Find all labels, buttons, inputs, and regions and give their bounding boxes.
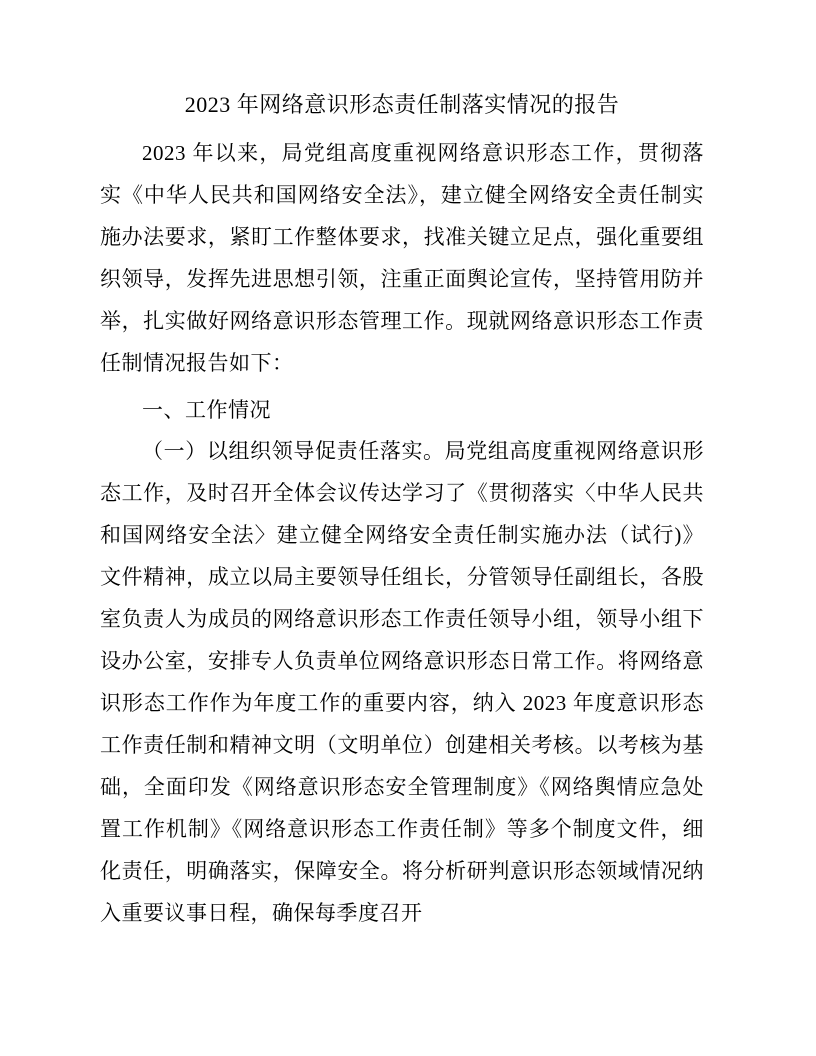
intro-paragraph: 2023 年以来，局党组高度重视网络意识形态工作，贯彻落实《中华人民共和国网络安全法》，建立健全网络安全责任制实施办法要求，紧盯工作整体要求，找准关键立足点，强化重要组织领导，发挥先进思想引领，注重正面舆论宣传，坚持管用防并举，扎实做好网络意识形态管理工作。现就网络意识形态工作责任制情况报告如下： [100,141,704,375]
section-heading-work-situation: 一、工作情况 [142,398,271,422]
document-title: 2023 年网络意识形态责任制落实情况的报告 [184,92,620,117]
section-1-paragraph: （一）以组织领导促责任落实。局党组高度重视网络意识形态工作，及时召开全体会议传达学习了《贯彻落实〈中华人民共和国网络安全法〉建立健全网络安全责任制实施办法（试行)》文件精神，成立以局主要领导任组长，分管领导任副组长，各股室负责人为成员的网络意识形态工作责任领导小组，领导小组下设办公室，安排专人负责单位网络意识形态日常工作。将网络意识形态工作作为年度工作的重要内容，纳入 2023 年度意识形态工作责任制和精神文明（文明单位）创建相关考核。以考核为基础，全面印发《网络意识形态安全管理制度》《网络舆情应急处置工作机制》《网络意识形态工作责任制》等多个制度文件，细化责任，明确落实，保障安全。将分析研判意识形态领域情况纳入重要议事日程，确保每季度召开 [100,439,704,925]
